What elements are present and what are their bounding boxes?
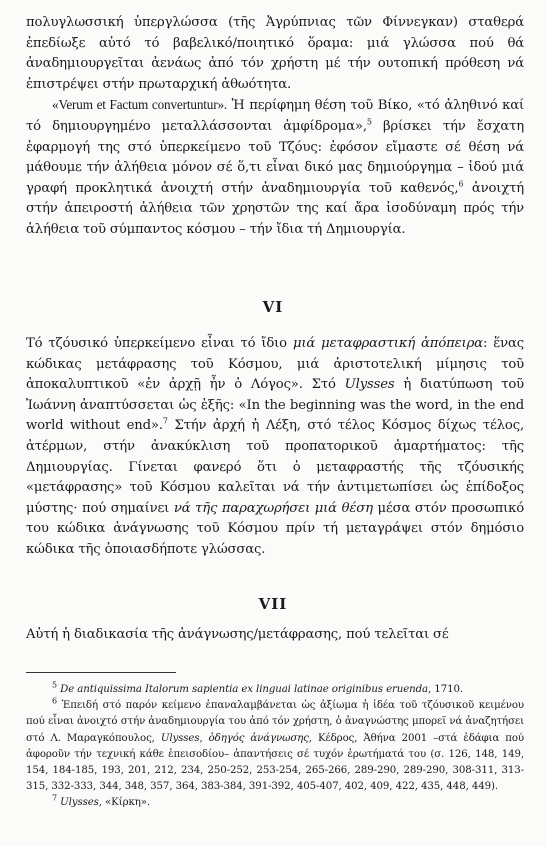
footnote-7: $^7$ Ulysses, «Κίρκη».: [52, 794, 151, 809]
main-text-middle: [26, 334, 524, 561]
paragraph-4: Αὐτή ἡ διαδικασία τῆς ἀνάγνωσης/μετάφρασης, πού τελεῖται σέ: [26, 627, 449, 642]
footnote-ref-6[interactable]: 6: [458, 179, 464, 189]
vico-quote: «Verum et Factum convertuntur».: [52, 97, 228, 113]
ulysses-title: Ulysses: [344, 377, 395, 393]
footnote-ref-5[interactable]: 5: [366, 117, 372, 127]
footnote-6: $^6$ Ἐπειδή στό παρόν κείμενο ἐπαναλαμβάνεται ὡς ἀξίωμα ἡ ἰδέα τοῦ τζόυσικοῦ κειμένου πού εἶναι ἀνοιχτό στήν ἀναδημιουργία του ἀπό τόν χρήστη, ὁ ἀναγνώστης μπορεῖ νά ἀναζητήσει στό Λ. Μαραγκόπουλος, Ulysses, ὁδηγός ἀνάγνωσης, Κέδρος, Ἀθήνα 2001 –στά ἐδάφια πού ἀφοροῦν τήν τεχνική κάθε ἐπεισοδίου– ἀπαντήσεις σέ τυχόν ἐρωτήματά του (σ. 126, 148, 149, 154, 184-185, 193, 201, 212, 234, 250-252, 253-254, 265-266, 289-290, 289-290, 308-311, 313-315, 332-333, 344, 348, 357, 364, 383-384, 391-392, 405-407, 402, 409, 422, 435, 448, 449).: [26, 696, 524, 793]
paragraph-1: πολυγλωσσική ὑπεργλώσσα (τῆς Ἀγρύπνιας τῶν Φίννεγκαν) σταθερά ἐπεδίωξε αὐτό τό βαβελικό/ποιητικό ὅραμα: μιά γλώσσα πού θά ἀναδημιουργεῖται ἀενάως ἀπό τόν χρήστη μέ τήν ουτοπική πρόθεση νά ἐπιστρέψει στήν πρωταρχική ἀθωότητα.: [26, 15, 524, 92]
footnote-ref-7[interactable]: 7: [162, 416, 168, 426]
section-heading-vii: VII: [258, 595, 288, 613]
footnote-rule: [26, 672, 176, 673]
footnote-5: $^5$ De antiquissima Italorum sapientia ex linguai latinae originibus eruenda, 1710.: [52, 680, 463, 695]
main-text-top: [26, 13, 524, 241]
main-text-bottom: [26, 625, 524, 646]
section-heading-vi: VI: [262, 298, 284, 316]
footnotes: [26, 682, 524, 812]
paragraph-2: «Verum et Factum convertuntur». Ἡ περίφημη θέση τοῦ Βίκο, «τό ἀληθινό καί τό δημιουργημένο μεταλλάσσονται ἀμφίδρομα»,$^5$ βρίσκει τήν ἔσχατη ἐφαρμογή της στό ὑπερκείμενο τοῦ Τζόυς: ἐφόσον εἴμαστε σέ θέση νά μάθουμε τήν ἀλήθεια μόνον σέ ὅ,τι εἶναι δικό μας δημιούργημα – ἰδού μιά γραφή προκλητικά ἀνοιχτή στήν ἀναδημιουργία τοῦ καθενός,$^6$ ἀνοιχτή στήν ἀπειροστή ἀλήθεια τῶν χρηστῶν της καί ἄρα ἰσοδύναμη πρός τήν ἀλήθεια τοῦ σύμπαντος κόσμου – τήν ἴδια τή Δημιουργία.: [26, 97, 524, 237]
paragraph-3: Τό τζόυσικό ὑπερκείμενο εἶναι τό ἴδιο μιά μεταφραστική ἀπόπειρα: ἕνας κώδικας μετάφρασης τοῦ Κόσμου, μιά ἀριστοτελική μίμησις τοῦ ἀποκαλυπτικοῦ «ἐν ἀρχῇ ἦν ὁ Λόγος». Στό Ulysses ἡ διατύπωση τοῦ Ἰωάννη ἀναπτύσσεται ὡς ἑξῆς: «In the beginning was the word, in the end world without end».$^7$ Στήν ἀρχή ἡ Λέξη, στό τέλος Κόσμος δίχως τέλος, ἀτέρμων, στήν ἀνακύκλιση τοῦ προπατορικοῦ ἁμαρτήματος: τῆς Δημιουργίας. Γίνεται φανερό ὅτι ὁ μεταφραστής τῆς τζόυσικής «μετάφρασης» τοῦ Κόσμου καλεῖται νά τήν ἀντιμετωπίσει ὡς ἐπίδοξος μύστης· πού σημαίνει νά τῆς παραχωρήσει μιά θέση μέσα στόν προσωπικό του κώδικα ἀνάγνωσης τοῦ Κόσμου πρίν τή μεταγράψει στόν δημόσιο κώδικα τῆς ὁποιασδήποτε γλώσσας.: [26, 336, 524, 557]
